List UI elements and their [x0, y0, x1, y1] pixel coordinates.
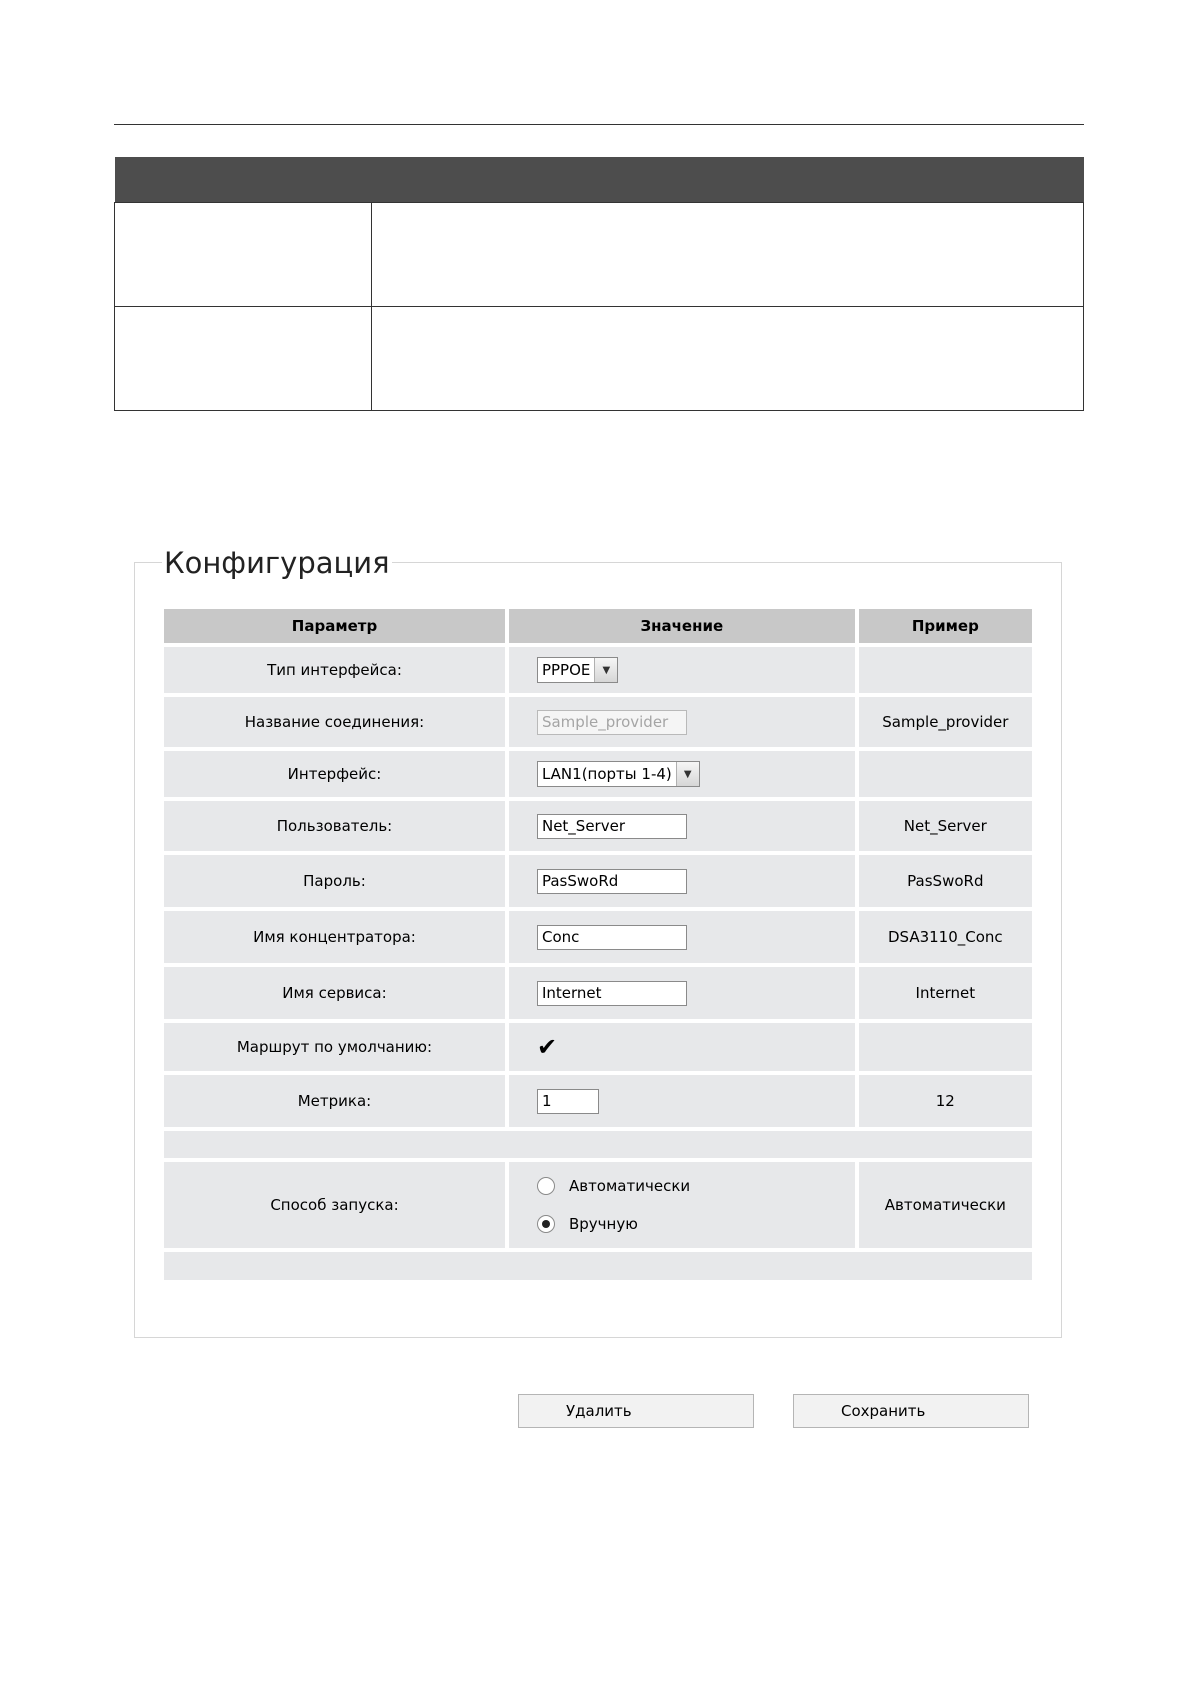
- startup-manual-label: Вручную: [568, 1215, 638, 1233]
- doc-table-row: [115, 203, 1084, 307]
- iface-type-value: PPPOE: [541, 661, 591, 679]
- config-legend: Конфигурация: [162, 542, 392, 584]
- row-iface: [164, 751, 1032, 797]
- startup-manual-option[interactable]: [537, 1205, 855, 1243]
- label-concentrator: Имя концентратора:: [164, 911, 505, 963]
- user-input[interactable]: [537, 814, 687, 839]
- row-conn-name: [164, 697, 1032, 747]
- label-startup: Способ запуска:: [164, 1162, 505, 1248]
- row-service: [164, 967, 1032, 1019]
- doc-table: [114, 157, 1084, 411]
- startup-manual-radio[interactable]: [537, 1215, 555, 1233]
- example-password: PasSwoRd: [859, 855, 1032, 907]
- example-user: Net_Server: [859, 801, 1032, 851]
- footer-row: [164, 1252, 1032, 1280]
- password-input[interactable]: [537, 869, 687, 894]
- row-metric: [164, 1075, 1032, 1127]
- example-concentrator: DSA3110_Conc: [859, 911, 1032, 963]
- config-table: [160, 605, 1036, 1284]
- example-conn-name: Sample_provider: [859, 697, 1032, 747]
- col-param-header: Параметр: [164, 609, 505, 643]
- save-button[interactable]: Сохранить: [793, 1394, 1029, 1428]
- chevron-down-icon: ▼: [676, 762, 699, 786]
- startup-auto-label: Автоматически: [568, 1177, 691, 1195]
- col-example-header: Пример: [859, 609, 1032, 643]
- iface-select[interactable]: [537, 761, 700, 787]
- startup-auto-option[interactable]: [537, 1167, 855, 1205]
- iface-value: LAN1(порты 1-4): [541, 765, 672, 783]
- label-iface-type: Тип интерфейса:: [164, 647, 505, 693]
- row-user: [164, 801, 1032, 851]
- default-route-checkbox[interactable]: ✔: [536, 1033, 558, 1061]
- metric-input[interactable]: [537, 1089, 599, 1114]
- doc-table-row: [115, 307, 1084, 411]
- row-password: [164, 855, 1032, 907]
- example-metric: 12: [859, 1075, 1032, 1127]
- doc-table-header: [115, 157, 1084, 203]
- row-iface-type: [164, 647, 1032, 693]
- iface-type-select[interactable]: [537, 657, 618, 683]
- label-service: Имя сервиса:: [164, 967, 505, 1019]
- row-concentrator: [164, 911, 1032, 963]
- chevron-down-icon: ▼: [594, 658, 617, 682]
- example-iface: [859, 751, 1032, 797]
- label-metric: Метрика:: [164, 1075, 505, 1127]
- label-conn-name: Название соединения:: [164, 697, 505, 747]
- label-password: Пароль:: [164, 855, 505, 907]
- label-user: Пользователь:: [164, 801, 505, 851]
- spacer-row: [164, 1131, 1032, 1158]
- label-default-route: Маршрут по умолчанию:: [164, 1023, 505, 1071]
- row-default-route: [164, 1023, 1032, 1071]
- service-input[interactable]: [537, 981, 687, 1006]
- startup-auto-radio[interactable]: [537, 1177, 555, 1195]
- example-iface-type: [859, 647, 1032, 693]
- label-iface: Интерфейс:: [164, 751, 505, 797]
- concentrator-input[interactable]: [537, 925, 687, 950]
- radio-dot-icon: [542, 1220, 550, 1228]
- delete-button[interactable]: Удалить: [518, 1394, 754, 1428]
- col-value-header: Значение: [509, 609, 855, 643]
- conn-name-input: [537, 710, 687, 735]
- example-startup: Автоматически: [859, 1162, 1032, 1248]
- example-default-route: [859, 1023, 1032, 1071]
- example-service: Internet: [859, 967, 1032, 1019]
- row-startup: [164, 1162, 1032, 1248]
- top-rule: [114, 124, 1084, 125]
